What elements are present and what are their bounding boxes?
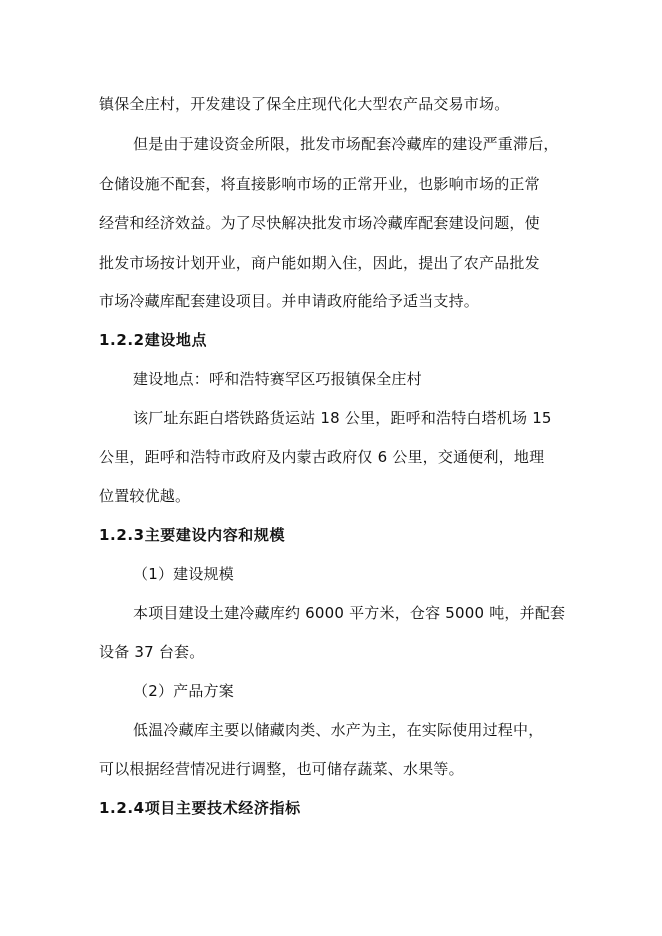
text-line: 低温冷藏库主要以储藏肉类、水产为主，在实际使用过程中， [133,721,544,739]
text-line: 但是由于建设资金所限，批发市场配套冷藏库的建设严重滞后， [133,135,559,153]
text-line: 该厂址东距白塔铁路货运站 18 公里，距呼和浩特白塔机场 15 [133,409,552,427]
text-line: 设备 37 台套。 [99,643,205,661]
sub-heading: （2）产品方案 [133,682,234,700]
text-line: 镇保全庄村，开发建设了保全庄现代化大型农产品交易市场。 [99,95,510,113]
text-line: 可以根据经营情况进行调整，也可储存蔬菜、水果等。 [99,760,464,778]
text-line: 公里，距呼和浩特市政府及内蒙古政府仅 6 公里，交通便利，地理 [99,448,545,466]
text-line: 市场冷藏库配套建设项目。并申请政府能给予适当支持。 [99,292,480,310]
text-line: 经营和经济效益。为了尽快解决批发市场冷藏库配套建设问题，使 [99,214,540,232]
text-line: 建设地点：呼和浩特赛罕区巧报镇保全庄村 [133,370,422,388]
text-line: 本项目建设土建冷藏库约 6000 平方米，仓容 5000 吨，并配套 [133,604,566,622]
sub-heading: （1）建设规模 [133,565,234,583]
section-heading: 1.2.3主要建设内容和规模 [99,526,286,544]
text-line: 仓储设施不配套，将直接影响市场的正常开业，也影响市场的正常 [99,175,540,193]
text-line: 位置较优越。 [99,487,191,505]
text-line: 批发市场按计划开业，商户能如期入住，因此，提出了农产品批发 [99,254,540,272]
section-heading: 1.2.4项目主要技术经济指标 [99,799,301,817]
section-heading: 1.2.2建设地点 [99,331,208,349]
